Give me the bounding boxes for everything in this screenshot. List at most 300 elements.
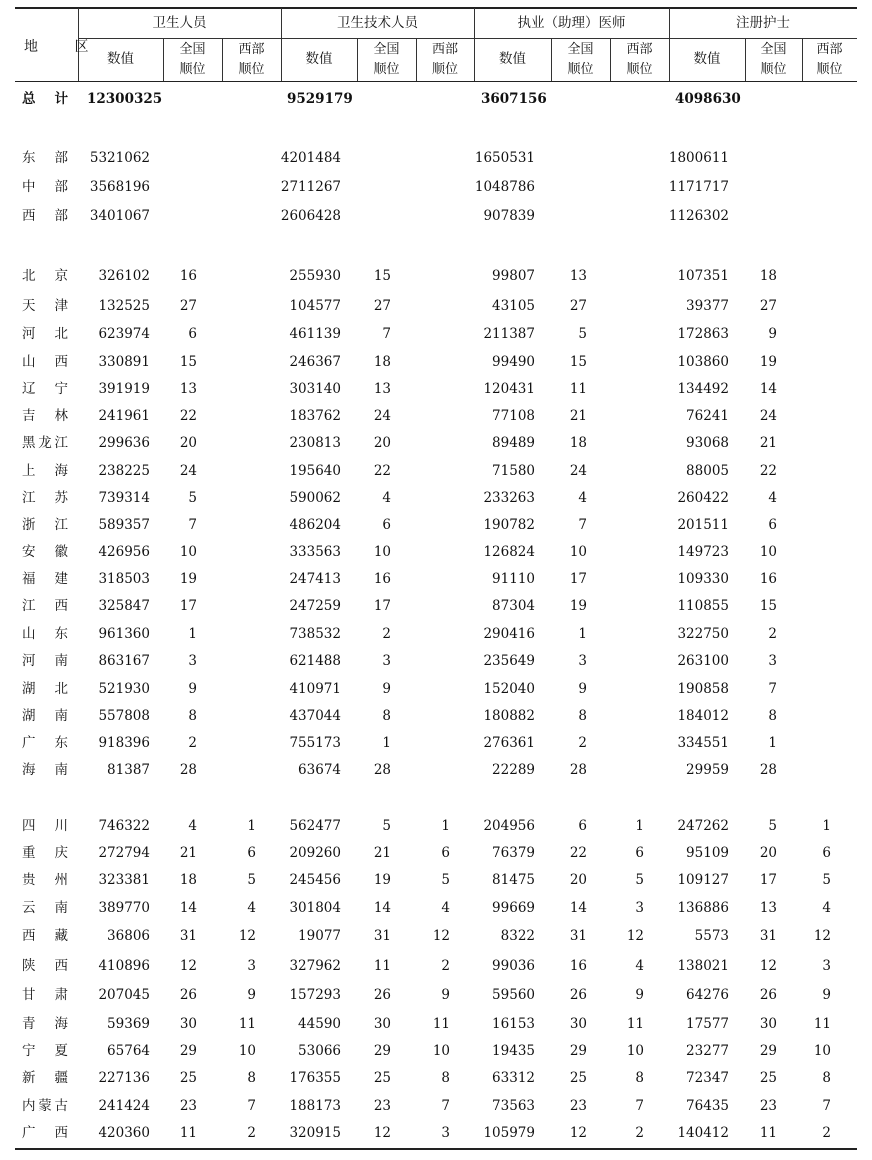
province-row bbox=[0, 264, 872, 288]
value-cell: 461139 bbox=[289, 326, 341, 342]
value-cell: 238225 bbox=[98, 463, 150, 479]
rank-cell: 11 bbox=[373, 958, 391, 974]
province-row bbox=[0, 954, 872, 978]
rank-cell: 6 bbox=[188, 326, 197, 342]
value-cell: 99036 bbox=[492, 958, 535, 974]
rank-cell: 29 bbox=[759, 1043, 777, 1059]
subheader-national-rank: 顺位 bbox=[760, 62, 787, 77]
value-cell: 29959 bbox=[686, 762, 729, 778]
value-cell: 323381 bbox=[98, 872, 150, 888]
rank-cell: 10 bbox=[432, 1043, 450, 1059]
rank-cell: 9 bbox=[188, 681, 197, 697]
zone-value: 3568196 bbox=[89, 179, 150, 195]
group-header-health-technicians: 卫生技术人员 bbox=[337, 15, 418, 31]
value-cell: 290416 bbox=[483, 626, 535, 642]
value-cell: 71580 bbox=[492, 463, 535, 479]
rank-cell: 18 bbox=[759, 268, 777, 284]
table-top-rule bbox=[15, 7, 857, 9]
region-name: 青海 bbox=[22, 1016, 68, 1032]
value-cell: 99490 bbox=[492, 354, 535, 370]
province-row bbox=[0, 1039, 872, 1063]
value-cell: 260422 bbox=[677, 490, 729, 506]
rank-cell: 26 bbox=[373, 987, 391, 1003]
value-cell: 201511 bbox=[677, 517, 729, 533]
value-cell: 19077 bbox=[298, 928, 341, 944]
rank-cell: 12 bbox=[569, 1125, 587, 1141]
province-row bbox=[0, 704, 872, 728]
rank-cell: 5 bbox=[441, 872, 450, 888]
rank-cell: 8 bbox=[382, 708, 391, 724]
value-cell: 235649 bbox=[483, 653, 535, 669]
value-cell: 322750 bbox=[677, 626, 729, 642]
value-cell: 59560 bbox=[492, 987, 535, 1003]
rank-cell: 22 bbox=[569, 845, 587, 861]
province-row bbox=[0, 567, 872, 591]
subheader-west-rank: 顺位 bbox=[238, 62, 265, 77]
region-name: 黑龙江 bbox=[22, 435, 68, 451]
value-cell: 195640 bbox=[289, 463, 341, 479]
zone-value: 4201484 bbox=[280, 150, 341, 166]
rank-cell: 24 bbox=[569, 463, 587, 479]
region-name: 广西 bbox=[22, 1125, 68, 1141]
region-name: 四川 bbox=[22, 818, 68, 834]
rank-cell: 8 bbox=[441, 1070, 450, 1086]
rank-cell: 12 bbox=[432, 928, 450, 944]
value-cell: 64276 bbox=[686, 987, 729, 1003]
rank-cell: 1 bbox=[188, 626, 197, 642]
region-name: 广东 bbox=[22, 735, 68, 751]
rank-cell: 12 bbox=[813, 928, 831, 944]
subheader-value: 数值 bbox=[107, 51, 134, 67]
rank-cell: 16 bbox=[179, 268, 197, 284]
value-cell: 109330 bbox=[677, 571, 729, 587]
value-cell: 39377 bbox=[686, 298, 729, 314]
zone-value: 5321062 bbox=[89, 150, 150, 166]
province-row bbox=[0, 1012, 872, 1036]
zone-value: 1650531 bbox=[474, 150, 535, 166]
rank-cell: 6 bbox=[578, 818, 587, 834]
subheader-west-rank: 西部 bbox=[431, 42, 458, 57]
value-cell: 65764 bbox=[107, 1043, 150, 1059]
value-cell: 152040 bbox=[483, 681, 535, 697]
subheader-national-rank: 全国 bbox=[760, 42, 787, 57]
rank-cell: 4 bbox=[578, 490, 587, 506]
value-cell: 120431 bbox=[483, 381, 535, 397]
value-cell: 739314 bbox=[98, 490, 150, 506]
rank-cell: 21 bbox=[373, 845, 391, 861]
rank-cell: 11 bbox=[238, 1016, 256, 1032]
value-cell: 184012 bbox=[677, 708, 729, 724]
value-cell: 188173 bbox=[289, 1098, 341, 1114]
rank-cell: 21 bbox=[569, 408, 587, 424]
province-row bbox=[0, 983, 872, 1007]
rank-cell: 5 bbox=[382, 818, 391, 834]
value-cell: 95109 bbox=[686, 845, 729, 861]
province-row bbox=[0, 649, 872, 673]
zone-value: 1800611 bbox=[668, 150, 729, 166]
region-name: 贵州 bbox=[22, 872, 68, 888]
rank-cell: 5 bbox=[188, 490, 197, 506]
value-cell: 325847 bbox=[98, 598, 150, 614]
region-name: 西藏 bbox=[22, 928, 68, 944]
province-row bbox=[0, 841, 872, 865]
zone-value: 3401067 bbox=[89, 208, 150, 224]
value-cell: 590062 bbox=[289, 490, 341, 506]
rank-cell: 26 bbox=[759, 987, 777, 1003]
rank-cell: 27 bbox=[569, 298, 587, 314]
subheader-west-rank: 顺位 bbox=[431, 62, 458, 77]
value-cell: 738532 bbox=[289, 626, 341, 642]
province-row bbox=[0, 731, 872, 755]
value-cell: 105979 bbox=[483, 1125, 535, 1141]
province-row bbox=[0, 459, 872, 483]
value-cell: 276361 bbox=[483, 735, 535, 751]
value-cell: 410896 bbox=[98, 958, 150, 974]
rank-cell: 2 bbox=[635, 1125, 644, 1141]
zone-value: 2606428 bbox=[280, 208, 341, 224]
value-cell: 140412 bbox=[677, 1125, 729, 1141]
value-cell: 255930 bbox=[289, 268, 341, 284]
rank-cell: 3 bbox=[578, 653, 587, 669]
value-cell: 589357 bbox=[98, 517, 150, 533]
region-name: 总计 bbox=[22, 91, 68, 107]
region-name: 上海 bbox=[22, 463, 68, 479]
rank-cell: 11 bbox=[569, 381, 587, 397]
value-cell: 437044 bbox=[289, 708, 341, 724]
rank-cell: 16 bbox=[373, 571, 391, 587]
rank-cell: 1 bbox=[578, 626, 587, 642]
value-cell: 521930 bbox=[98, 681, 150, 697]
region-name: 河北 bbox=[22, 326, 68, 342]
rank-cell: 14 bbox=[179, 900, 197, 916]
rank-cell: 26 bbox=[179, 987, 197, 1003]
rank-cell: 30 bbox=[569, 1016, 587, 1032]
region-column-header: 地 区 bbox=[24, 39, 105, 55]
subheader-national-rank: 全国 bbox=[179, 42, 206, 57]
rank-cell: 8 bbox=[822, 1070, 831, 1086]
rank-cell: 1 bbox=[822, 818, 831, 834]
subheader-west-rank: 西部 bbox=[816, 42, 843, 57]
province-row bbox=[0, 377, 872, 401]
province-row bbox=[0, 513, 872, 537]
value-cell: 389770 bbox=[98, 900, 150, 916]
value-cell: 107351 bbox=[677, 268, 729, 284]
subheader-value: 数值 bbox=[693, 51, 721, 67]
value-cell: 138021 bbox=[677, 958, 729, 974]
rank-cell: 2 bbox=[188, 735, 197, 751]
rank-cell: 29 bbox=[179, 1043, 197, 1059]
region-name: 浙江 bbox=[22, 517, 68, 533]
zone-value: 1048786 bbox=[474, 179, 535, 195]
region-name: 西部 bbox=[22, 208, 68, 224]
rank-cell: 23 bbox=[759, 1098, 777, 1114]
value-cell: 87304 bbox=[492, 598, 535, 614]
rank-cell: 23 bbox=[569, 1098, 587, 1114]
province-row bbox=[0, 758, 872, 782]
rank-cell: 5 bbox=[247, 872, 256, 888]
rank-cell: 2 bbox=[247, 1125, 256, 1141]
value-cell: 132525 bbox=[98, 298, 150, 314]
rank-cell: 4 bbox=[382, 490, 391, 506]
value-cell: 227136 bbox=[98, 1070, 150, 1086]
rank-cell: 9 bbox=[578, 681, 587, 697]
zone-row bbox=[0, 175, 872, 199]
rank-cell: 1 bbox=[441, 818, 450, 834]
rank-cell: 17 bbox=[373, 598, 391, 614]
subheader-west-rank: 顺位 bbox=[816, 62, 843, 77]
rank-cell: 1 bbox=[768, 735, 777, 751]
group-header-registered-nurses: 注册护士 bbox=[736, 15, 790, 31]
value-cell: 272794 bbox=[98, 845, 150, 861]
value-cell: 330891 bbox=[98, 354, 150, 370]
value-cell: 44590 bbox=[298, 1016, 341, 1032]
region-name: 甘肃 bbox=[22, 987, 68, 1003]
value-cell: 176355 bbox=[289, 1070, 341, 1086]
rank-cell: 10 bbox=[813, 1043, 831, 1059]
rank-cell: 8 bbox=[768, 708, 777, 724]
region-name: 中部 bbox=[22, 179, 68, 195]
rank-cell: 1 bbox=[247, 818, 256, 834]
value-cell: 246367 bbox=[289, 354, 341, 370]
value-cell: 426956 bbox=[98, 544, 150, 560]
rank-cell: 28 bbox=[179, 762, 197, 778]
rank-cell: 2 bbox=[382, 626, 391, 642]
value-cell: 93068 bbox=[686, 435, 729, 451]
value-cell: 961360 bbox=[98, 626, 150, 642]
value-cell: 5573 bbox=[694, 928, 729, 944]
rank-cell: 4 bbox=[768, 490, 777, 506]
value-cell: 172863 bbox=[677, 326, 729, 342]
value-cell: 81387 bbox=[107, 762, 150, 778]
total-value: 9529179 bbox=[287, 91, 353, 107]
value-cell: 72347 bbox=[686, 1070, 729, 1086]
value-cell: 190782 bbox=[483, 517, 535, 533]
value-cell: 73563 bbox=[492, 1098, 535, 1114]
value-cell: 755173 bbox=[289, 735, 341, 751]
rank-cell: 13 bbox=[373, 381, 391, 397]
region-name: 云南 bbox=[22, 900, 68, 916]
value-cell: 241961 bbox=[98, 408, 150, 424]
value-cell: 746322 bbox=[98, 818, 150, 834]
rank-cell: 25 bbox=[179, 1070, 197, 1086]
rank-cell: 8 bbox=[635, 1070, 644, 1086]
value-cell: 207045 bbox=[98, 987, 150, 1003]
province-row bbox=[0, 1121, 872, 1145]
value-cell: 157293 bbox=[289, 987, 341, 1003]
rank-cell: 10 bbox=[626, 1043, 644, 1059]
rank-cell: 9 bbox=[441, 987, 450, 1003]
rank-cell: 4 bbox=[441, 900, 450, 916]
rank-cell: 8 bbox=[578, 708, 587, 724]
group-header-physicians: 执业（助理）医师 bbox=[517, 15, 626, 31]
region-name: 天津 bbox=[22, 298, 68, 314]
rank-cell: 10 bbox=[179, 544, 197, 560]
subheader-value: 数值 bbox=[305, 51, 333, 67]
rank-cell: 2 bbox=[822, 1125, 831, 1141]
rank-cell: 25 bbox=[373, 1070, 391, 1086]
rank-cell: 14 bbox=[759, 381, 777, 397]
rank-cell: 20 bbox=[373, 435, 391, 451]
rank-cell: 13 bbox=[569, 268, 587, 284]
province-row bbox=[0, 540, 872, 564]
rank-cell: 24 bbox=[759, 408, 777, 424]
region-name: 安徽 bbox=[22, 544, 68, 560]
value-cell: 247262 bbox=[677, 818, 729, 834]
rank-cell: 3 bbox=[635, 900, 644, 916]
rank-cell: 31 bbox=[759, 928, 777, 944]
value-cell: 36806 bbox=[107, 928, 150, 944]
value-cell: 301804 bbox=[289, 900, 341, 916]
rank-cell: 25 bbox=[569, 1070, 587, 1086]
zone-value: 2711267 bbox=[280, 179, 341, 195]
region-name: 福建 bbox=[22, 571, 68, 587]
header-bottom-rule bbox=[15, 81, 857, 82]
subheader-national-rank: 顺位 bbox=[373, 62, 400, 77]
value-cell: 303140 bbox=[289, 381, 341, 397]
rank-cell: 31 bbox=[373, 928, 391, 944]
rank-cell: 2 bbox=[578, 735, 587, 751]
rank-cell: 11 bbox=[759, 1125, 777, 1141]
value-cell: 8322 bbox=[500, 928, 535, 944]
value-cell: 76379 bbox=[492, 845, 535, 861]
rank-cell: 30 bbox=[179, 1016, 197, 1032]
value-cell: 562477 bbox=[289, 818, 341, 834]
rank-cell: 7 bbox=[635, 1098, 644, 1114]
region-name: 河南 bbox=[22, 653, 68, 669]
region-name: 湖北 bbox=[22, 681, 68, 697]
value-cell: 245456 bbox=[289, 872, 341, 888]
value-cell: 99807 bbox=[492, 268, 535, 284]
value-cell: 190858 bbox=[677, 681, 729, 697]
value-cell: 63674 bbox=[298, 762, 341, 778]
rank-cell: 14 bbox=[373, 900, 391, 916]
region-name: 辽宁 bbox=[22, 381, 68, 397]
rank-cell: 6 bbox=[635, 845, 644, 861]
rank-cell: 13 bbox=[179, 381, 197, 397]
rank-cell: 28 bbox=[569, 762, 587, 778]
value-cell: 63312 bbox=[492, 1070, 535, 1086]
total-row bbox=[0, 87, 872, 111]
subheader-national-rank: 顺位 bbox=[179, 62, 206, 77]
rank-cell: 8 bbox=[247, 1070, 256, 1086]
subheader-national-rank: 全国 bbox=[373, 42, 400, 57]
rank-cell: 3 bbox=[768, 653, 777, 669]
table-bottom-rule bbox=[15, 1148, 857, 1150]
value-cell: 77108 bbox=[492, 408, 535, 424]
rank-cell: 17 bbox=[759, 872, 777, 888]
rank-cell: 15 bbox=[373, 268, 391, 284]
region-name: 山东 bbox=[22, 626, 68, 642]
province-row bbox=[0, 322, 872, 346]
zone-row bbox=[0, 204, 872, 228]
rank-cell: 4 bbox=[635, 958, 644, 974]
value-cell: 327962 bbox=[289, 958, 341, 974]
rank-cell: 12 bbox=[626, 928, 644, 944]
province-row bbox=[0, 814, 872, 838]
region-name: 吉林 bbox=[22, 408, 68, 424]
province-row bbox=[0, 1066, 872, 1090]
rank-cell: 19 bbox=[373, 872, 391, 888]
rank-cell: 7 bbox=[822, 1098, 831, 1114]
rank-cell: 31 bbox=[179, 928, 197, 944]
rank-cell: 19 bbox=[179, 571, 197, 587]
value-cell: 103860 bbox=[677, 354, 729, 370]
rank-cell: 6 bbox=[822, 845, 831, 861]
value-cell: 136886 bbox=[677, 900, 729, 916]
value-cell: 89489 bbox=[492, 435, 535, 451]
value-cell: 623974 bbox=[98, 326, 150, 342]
value-cell: 23277 bbox=[686, 1043, 729, 1059]
rank-cell: 17 bbox=[569, 571, 587, 587]
rank-cell: 3 bbox=[188, 653, 197, 669]
value-cell: 22289 bbox=[492, 762, 535, 778]
rank-cell: 9 bbox=[822, 987, 831, 1003]
zone-value: 1126302 bbox=[668, 208, 729, 224]
region-name: 湖南 bbox=[22, 708, 68, 724]
value-cell: 126824 bbox=[483, 544, 535, 560]
rank-cell: 11 bbox=[626, 1016, 644, 1032]
value-cell: 247259 bbox=[289, 598, 341, 614]
rank-cell: 10 bbox=[373, 544, 391, 560]
rank-cell: 30 bbox=[759, 1016, 777, 1032]
value-cell: 918396 bbox=[98, 735, 150, 751]
rank-cell: 16 bbox=[569, 958, 587, 974]
subheader-national-rank: 顺位 bbox=[567, 62, 594, 77]
value-cell: 247413 bbox=[289, 571, 341, 587]
rank-cell: 28 bbox=[373, 762, 391, 778]
province-row bbox=[0, 350, 872, 374]
rank-cell: 5 bbox=[768, 818, 777, 834]
rank-cell: 22 bbox=[759, 463, 777, 479]
rank-cell: 31 bbox=[569, 928, 587, 944]
header-separator bbox=[78, 38, 857, 39]
rank-cell: 30 bbox=[373, 1016, 391, 1032]
rank-cell: 6 bbox=[247, 845, 256, 861]
value-cell: 88005 bbox=[686, 463, 729, 479]
rank-cell: 15 bbox=[569, 354, 587, 370]
rank-cell: 15 bbox=[759, 598, 777, 614]
value-cell: 134492 bbox=[677, 381, 729, 397]
rank-cell: 4 bbox=[822, 900, 831, 916]
value-cell: 209260 bbox=[289, 845, 341, 861]
total-value: 4098630 bbox=[675, 91, 741, 107]
rank-cell: 5 bbox=[635, 872, 644, 888]
subheader-national-rank: 全国 bbox=[567, 42, 594, 57]
rank-cell: 10 bbox=[569, 544, 587, 560]
subheader-west-rank: 顺位 bbox=[626, 62, 653, 77]
value-cell: 621488 bbox=[289, 653, 341, 669]
rank-cell: 7 bbox=[578, 517, 587, 533]
value-cell: 43105 bbox=[492, 298, 535, 314]
province-row bbox=[0, 431, 872, 455]
rank-cell: 12 bbox=[179, 958, 197, 974]
rank-cell: 2 bbox=[441, 958, 450, 974]
value-cell: 410971 bbox=[289, 681, 341, 697]
province-row bbox=[0, 486, 872, 510]
rank-cell: 19 bbox=[759, 354, 777, 370]
region-name: 重庆 bbox=[22, 845, 68, 861]
value-cell: 320915 bbox=[289, 1125, 341, 1141]
value-cell: 76241 bbox=[686, 408, 729, 424]
province-row bbox=[0, 594, 872, 618]
value-cell: 233263 bbox=[483, 490, 535, 506]
group-header-health-personnel: 卫生人员 bbox=[152, 15, 207, 31]
rank-cell: 11 bbox=[179, 1125, 197, 1141]
rank-cell: 9 bbox=[768, 326, 777, 342]
rank-cell: 24 bbox=[179, 463, 197, 479]
rank-cell: 3 bbox=[441, 1125, 450, 1141]
value-cell: 204956 bbox=[483, 818, 535, 834]
